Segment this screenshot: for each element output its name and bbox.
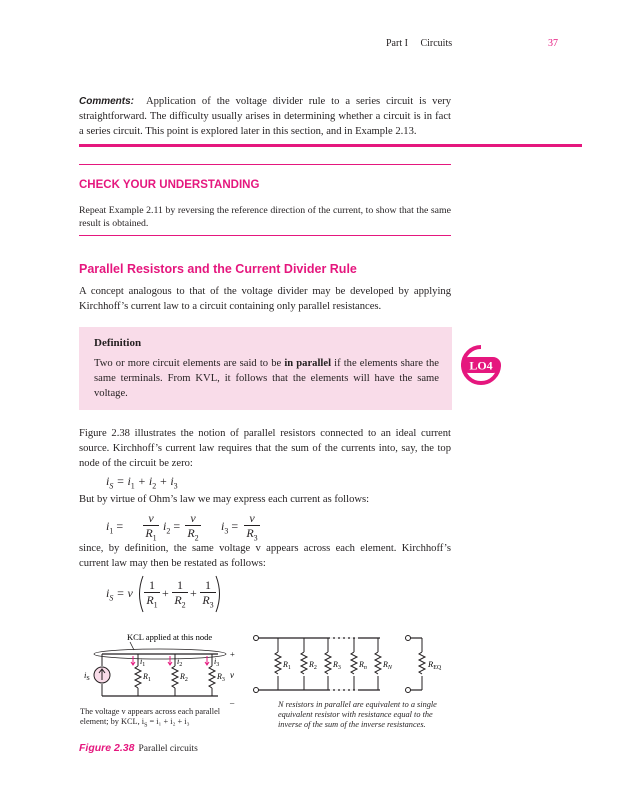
fraction-v-r3: v $R_3$ <box>244 511 260 545</box>
current-label-3: $i_3$ <box>214 657 220 668</box>
parallel-resistor-N <box>375 638 393 690</box>
source-label: $i_S$ <box>84 670 90 682</box>
parallel-resistor-label-n: $R_n$ <box>359 660 367 671</box>
paragraph-ohm: But by virtue of Ohm’s law we may express each current as follows: <box>79 494 370 505</box>
lo4-badge-text: LO4 <box>469 358 493 373</box>
comments-paragraph <box>79 94 451 139</box>
parallel-resistor-n <box>351 638 367 690</box>
resistor-2 <box>168 654 188 696</box>
equation-i3-label: $i_3$ = <box>221 519 239 536</box>
figure-left-caption: The voltage v appears across each parallel element; by KCL, $i_S = i_1 + i_2 + i_3$ <box>80 707 221 729</box>
paragraph-restated: since, by definition, the same voltage v appears across each element. Kirchhoff’s current law may then be restated as follows: <box>79 543 451 569</box>
kcl-node-label: KCL applied at this node <box>127 632 213 642</box>
fraction-v-r2: v $R_2$ <box>185 511 201 545</box>
top-terminal <box>254 636 259 641</box>
parallel-resistor-1 <box>275 638 291 690</box>
resistor-3 <box>205 654 225 696</box>
comments-text: Application of the voltage divider rule to a series circuit is very straightforward. The difficulty usually arises in determining whether a circuit is in fact a series circuit. This point is explored later in this section, and in Example 2.13. <box>79 96 452 137</box>
equation-kcl: $i_S = i_1 + i_2 + i_3$ <box>106 474 178 491</box>
fraction-1-r2: 1 $R_2$ <box>172 578 188 612</box>
parallel-resistor-label-1: $R_1$ <box>283 660 291 671</box>
section-intro: A concept analogous to that of the voltage divider may be developed by applying Kirchhoff’s current law to a circuit containing only parallel resistances. <box>79 286 451 312</box>
figure-left-circuit <box>80 628 255 706</box>
parallel-resistor-label-2: $R_2$ <box>309 660 317 671</box>
equivalent-resistor <box>419 652 425 674</box>
resistor-label-1: $R_1$ <box>143 672 151 683</box>
resistor-label-3: $R_3$ <box>217 672 225 683</box>
paragraph-kcl: Figure 2.38 illustrates the notion of parallel resistors connected to an ideal current source. Kirchhoff’s current law requires that the sum of the currents into, say, the top node of the circuit be zero: <box>79 428 451 469</box>
equation-kcl-restated-lhs: $i_S = v$ <box>106 586 133 603</box>
equivalent-bottom-terminal <box>406 688 411 693</box>
equation-i1-label: $i_1$ = <box>106 519 124 536</box>
section-rule-thick <box>79 144 582 147</box>
equivalent-top-terminal <box>406 636 411 641</box>
current-label-2: $i_2$ <box>177 657 183 668</box>
check-title: CHECK YOUR UNDERSTANDING <box>79 179 260 191</box>
plus-sign-2: + <box>190 586 197 600</box>
parallel-resistor-3 <box>325 638 341 690</box>
plus-sign-1: + <box>162 586 169 600</box>
figure-right-circuit <box>250 630 450 700</box>
voltage-label: v <box>230 670 234 680</box>
minus-terminal: – <box>230 697 235 706</box>
equivalent-resistor-label: $R_{EQ}$ <box>428 659 442 671</box>
resistor-label-2: $R_2$ <box>180 672 188 683</box>
parallel-resistor-2 <box>301 638 317 690</box>
definition-title: Definition <box>94 337 142 349</box>
check-rule-bottom <box>79 235 451 236</box>
definition-bold: in parallel <box>284 358 332 369</box>
current-label-1: $i_1$ <box>140 657 146 668</box>
figure-label: Figure 2.38 <box>79 742 135 754</box>
plus-terminal: + <box>230 649 235 659</box>
equation-i2-label: $i_2$ = <box>163 519 181 536</box>
figure-right-caption: N resistors in parallel are equivalent to a single equivalent resistor with resistance equal to the inverse of the sum of the inverse resistances. <box>278 700 437 729</box>
resistor-1 <box>131 654 151 696</box>
parallel-resistor-label-N: $R_N$ <box>383 660 392 671</box>
check-text: Repeat Example 2.11 by reversing the reference direction of the current, to show that the same result is obtained. <box>79 205 451 229</box>
fraction-1-r3: 1 $R_3$ <box>200 578 216 612</box>
section-title: Parallel Resistors and the Current Divider Rule <box>79 262 357 276</box>
comments-label: Comments: <box>79 96 135 107</box>
figure-caption <box>79 738 198 756</box>
bottom-terminal <box>254 688 259 693</box>
running-head-part: Part I Circuits <box>386 38 453 49</box>
fraction-1-r1: 1 $R_1$ <box>144 578 160 612</box>
figure-caption-text: Parallel circuits <box>138 744 198 754</box>
fraction-v-r1: v $R_1$ <box>143 511 159 545</box>
page-number: 37 <box>548 38 558 49</box>
lo4-badge-icon <box>459 343 503 387</box>
section-rule-thin <box>79 164 451 165</box>
parallel-resistor-label-3: $R_3$ <box>333 660 341 671</box>
definition-text: Two or more circuit elements are said to be in parallel if the elements share the same terminals. From KVL, it follows that the elements will have the same voltage. <box>94 358 439 399</box>
